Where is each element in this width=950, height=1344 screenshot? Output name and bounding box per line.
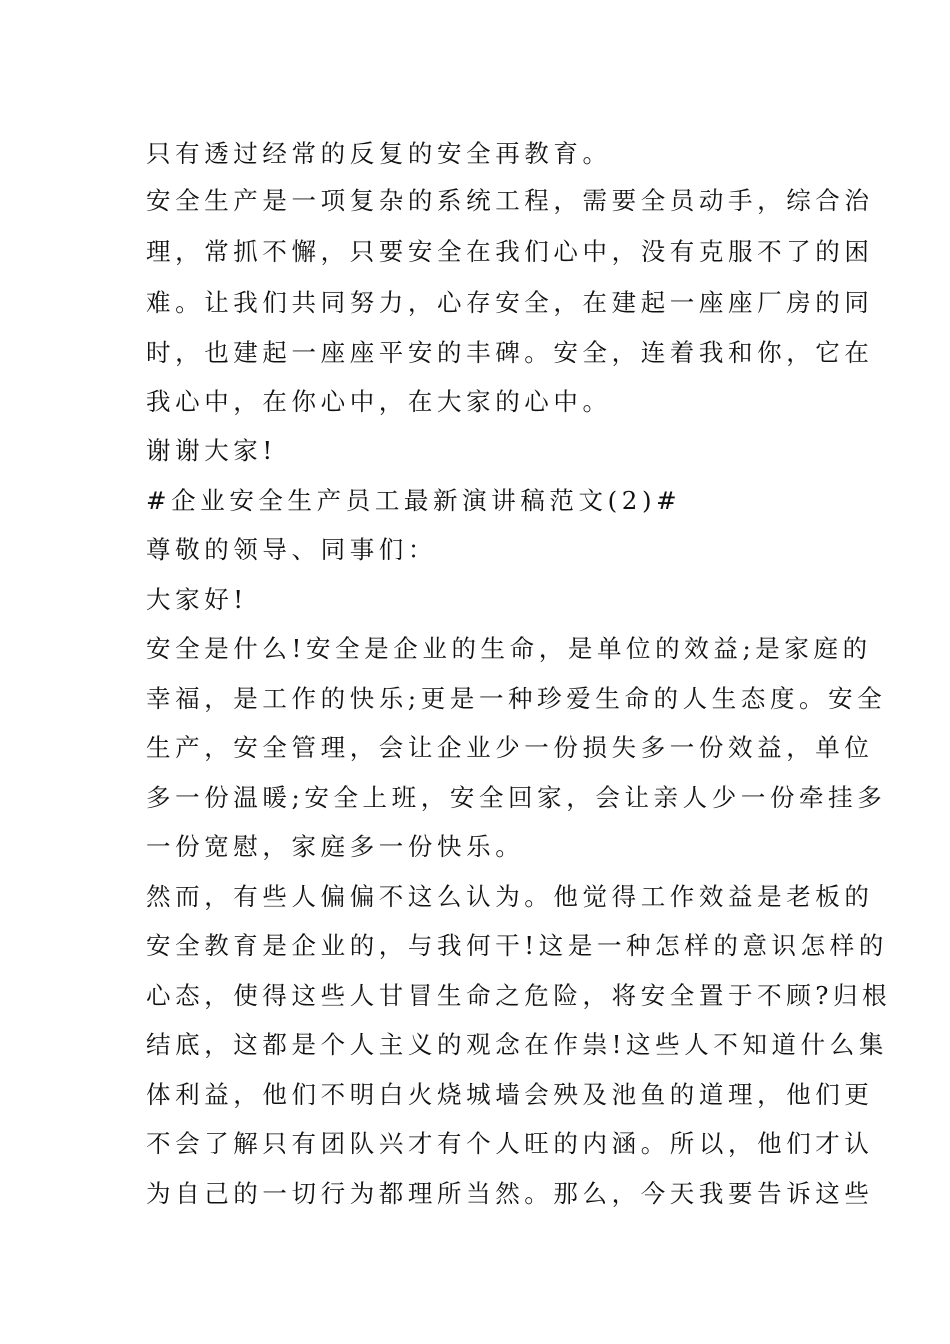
text-line: 安全是什么!安全是企业的生命，是单位的效益;是家庭的 — [146, 634, 872, 663]
text-line: 理，常抓不懈，只要安全在我们心中，没有克服不了的困 — [146, 237, 874, 266]
text-line: 我心中，在你心中，在大家的心中。 — [146, 387, 612, 416]
text-line: 然而，有些人偏偏不这么认为。他觉得工作效益是老板的 — [146, 882, 874, 911]
text-line: 不会了解只有团队兴才有个人旺的内涵。所以，他们才认 — [146, 1129, 874, 1158]
text-line: 安全生产是一项复杂的系统工程，需要全员动手，综合治 — [146, 186, 874, 215]
text-line: 体利益，他们不明白火烧城墙会殃及池鱼的道理，他们更 — [146, 1080, 874, 1109]
text-line: 幸福，是工作的快乐;更是一种珍爱生命的人生态度。安全 — [146, 684, 887, 713]
text-line: 心态，使得这些人甘冒生命之危险，将安全置于不顾?归根 — [146, 981, 892, 1010]
salutation: 尊敬的领导、同事们： — [146, 535, 437, 564]
text-line: 生产，安全管理，会让企业少一份损失多一份效益，单位 — [146, 733, 874, 762]
text-line: 结底，这都是个人主义的观念在作祟!这些人不知道什么集 — [146, 1030, 888, 1059]
text-line: 谢谢大家! — [146, 436, 277, 465]
text-line: 只有透过经常的反复的安全再教育。 — [146, 139, 612, 168]
greeting: 大家好! — [146, 585, 248, 614]
text-line: 为自己的一切行为都理所当然。那么，今天我要告诉这些 — [146, 1179, 874, 1208]
text-line: 安全教育是企业的，与我何干!这是一种怎样的意识怎样的 — [146, 931, 888, 960]
section-heading: #企业安全生产员工最新演讲稿范文(2)# — [146, 486, 682, 515]
text-line: 时，也建起一座座平安的丰碑。安全，连着我和你，它在 — [146, 338, 874, 367]
text-line: 难。让我们共同努力，心存安全，在建起一座座厂房的同 — [146, 288, 874, 317]
text-line: 多一份温暖;安全上班，安全回家，会让亲人少一份牵挂多 — [146, 783, 887, 812]
text-line: 一份宽慰，家庭多一份快乐。 — [146, 832, 525, 861]
